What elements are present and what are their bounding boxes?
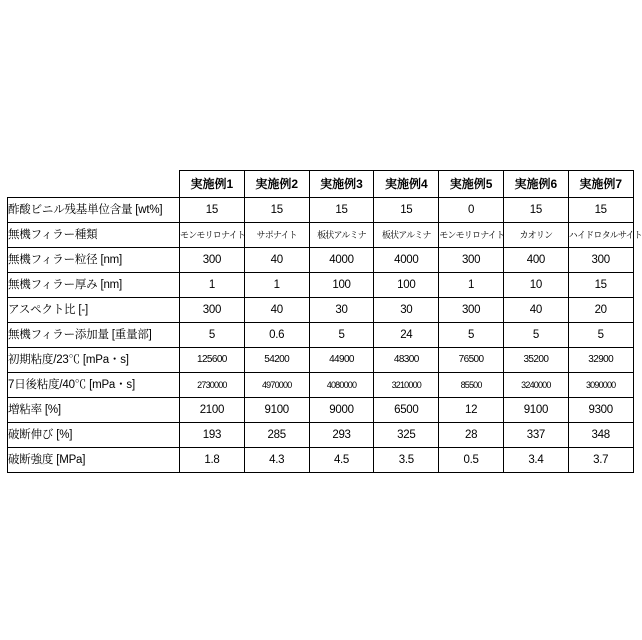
row-label: 破断伸び [%] xyxy=(8,423,180,448)
cell-value: 4.5 xyxy=(309,448,374,473)
cell-value: 30 xyxy=(309,298,374,323)
cell-value: 5 xyxy=(503,323,568,348)
row-label: 無機フィラー添加量 [重量部] xyxy=(8,323,180,348)
cell-value: 30 xyxy=(374,298,439,323)
cell-value: 0.6 xyxy=(244,323,309,348)
row-label: 酢酸ビニル残基単位含量 [wt%] xyxy=(8,198,180,223)
cell-value: 40 xyxy=(244,248,309,273)
row-label: 無機フィラー厚み [nm] xyxy=(8,273,180,298)
cell-value: 板状アルミナ xyxy=(309,223,374,248)
cell-value: 15 xyxy=(309,198,374,223)
cell-value: 15 xyxy=(568,273,633,298)
table-header-row xyxy=(8,171,634,198)
cell-value: 3240000 xyxy=(503,373,568,398)
cell-value: 54200 xyxy=(244,348,309,373)
cell-value: 300 xyxy=(439,248,504,273)
table-row xyxy=(8,398,634,423)
cell-value: 35200 xyxy=(503,348,568,373)
cell-value: モンモリロナイト xyxy=(439,223,504,248)
row-label: 無機フィラー粒径 [nm] xyxy=(8,248,180,273)
cell-value: 3.5 xyxy=(374,448,439,473)
cell-value: 5 xyxy=(568,323,633,348)
column-header-7: 実施例7 xyxy=(568,171,633,198)
row-label: 7日後粘度/40℃ [mPa・s] xyxy=(8,373,180,398)
cell-value: 337 xyxy=(503,423,568,448)
cell-value: 193 xyxy=(180,423,245,448)
column-header-4: 実施例4 xyxy=(374,171,439,198)
column-header-6: 実施例6 xyxy=(503,171,568,198)
cell-value: 76500 xyxy=(439,348,504,373)
cell-value: 15 xyxy=(374,198,439,223)
cell-value: 1 xyxy=(180,273,245,298)
cell-value: 348 xyxy=(568,423,633,448)
experiment-results-table xyxy=(7,170,642,473)
table-row xyxy=(8,248,634,273)
row-label: 初期粘度/23℃ [mPa・s] xyxy=(8,348,180,373)
table-row xyxy=(8,373,634,398)
row-label: 増粘率 [%] xyxy=(8,398,180,423)
cell-value: 4970000 xyxy=(244,373,309,398)
cell-value: 4.3 xyxy=(244,448,309,473)
table-row xyxy=(8,198,634,223)
column-header-3: 実施例3 xyxy=(309,171,374,198)
cell-value: 5 xyxy=(439,323,504,348)
cell-value: 400 xyxy=(503,248,568,273)
cell-value: 10 xyxy=(503,273,568,298)
cell-value: 12 xyxy=(439,398,504,423)
cell-value: 28 xyxy=(439,423,504,448)
cell-value: 125600 xyxy=(180,348,245,373)
cell-value: 15 xyxy=(568,198,633,223)
table-row xyxy=(8,273,634,298)
cell-value: 2730000 xyxy=(180,373,245,398)
cell-value: 4000 xyxy=(309,248,374,273)
cell-value: 1 xyxy=(244,273,309,298)
cell-value: 1 xyxy=(439,273,504,298)
table-row xyxy=(8,223,634,248)
cell-value: 300 xyxy=(568,248,633,273)
cell-value: 325 xyxy=(374,423,439,448)
cell-value: 100 xyxy=(374,273,439,298)
cell-value: 285 xyxy=(244,423,309,448)
cell-value: 9100 xyxy=(244,398,309,423)
cell-value: 20 xyxy=(568,298,633,323)
row-label: アスペクト比 [-] xyxy=(8,298,180,323)
cell-value: 6500 xyxy=(374,398,439,423)
cell-value: 44900 xyxy=(309,348,374,373)
cell-value: 293 xyxy=(309,423,374,448)
cell-value: 5 xyxy=(309,323,374,348)
cell-value: 15 xyxy=(244,198,309,223)
cell-value: 2100 xyxy=(180,398,245,423)
cell-value: 15 xyxy=(180,198,245,223)
table-row xyxy=(8,423,634,448)
cell-value: 300 xyxy=(180,248,245,273)
cell-value: 3.7 xyxy=(568,448,633,473)
column-header-1: 実施例1 xyxy=(180,171,245,198)
cell-value: 0 xyxy=(439,198,504,223)
cell-value: カオリン xyxy=(503,223,568,248)
cell-value: 300 xyxy=(439,298,504,323)
table-corner-cell xyxy=(8,171,180,198)
cell-value: ハイドロタルサイト xyxy=(568,223,633,248)
cell-value: 3090000 xyxy=(568,373,633,398)
table-row xyxy=(8,448,634,473)
cell-value: 15 xyxy=(503,198,568,223)
cell-value: 9000 xyxy=(309,398,374,423)
table-body xyxy=(8,171,642,473)
cell-value: 9300 xyxy=(568,398,633,423)
cell-value: 32900 xyxy=(568,348,633,373)
cell-value: 5 xyxy=(180,323,245,348)
row-label: 破断強度 [MPa] xyxy=(8,448,180,473)
cell-value: 4000 xyxy=(374,248,439,273)
cell-value: 3.4 xyxy=(503,448,568,473)
cell-value: モンモリロナイト xyxy=(180,223,245,248)
column-header-2: 実施例2 xyxy=(244,171,309,198)
column-header-5: 実施例5 xyxy=(439,171,504,198)
cell-value: 1.8 xyxy=(180,448,245,473)
cell-value: 板状アルミナ xyxy=(374,223,439,248)
cell-value: 4080000 xyxy=(309,373,374,398)
cell-value: 85500 xyxy=(439,373,504,398)
cell-value: 300 xyxy=(180,298,245,323)
table-row xyxy=(8,348,634,373)
results-table-container xyxy=(7,170,642,473)
table-row xyxy=(8,298,634,323)
cell-value: 3210000 xyxy=(374,373,439,398)
cell-value: 100 xyxy=(309,273,374,298)
cell-value: 0.5 xyxy=(439,448,504,473)
cell-value: 24 xyxy=(374,323,439,348)
cell-value: サポナイト xyxy=(244,223,309,248)
cell-value: 40 xyxy=(503,298,568,323)
cell-value: 40 xyxy=(244,298,309,323)
cell-value: 9100 xyxy=(503,398,568,423)
row-label: 無機フィラー種類 xyxy=(8,223,180,248)
table-row xyxy=(8,323,634,348)
cell-value: 48300 xyxy=(374,348,439,373)
